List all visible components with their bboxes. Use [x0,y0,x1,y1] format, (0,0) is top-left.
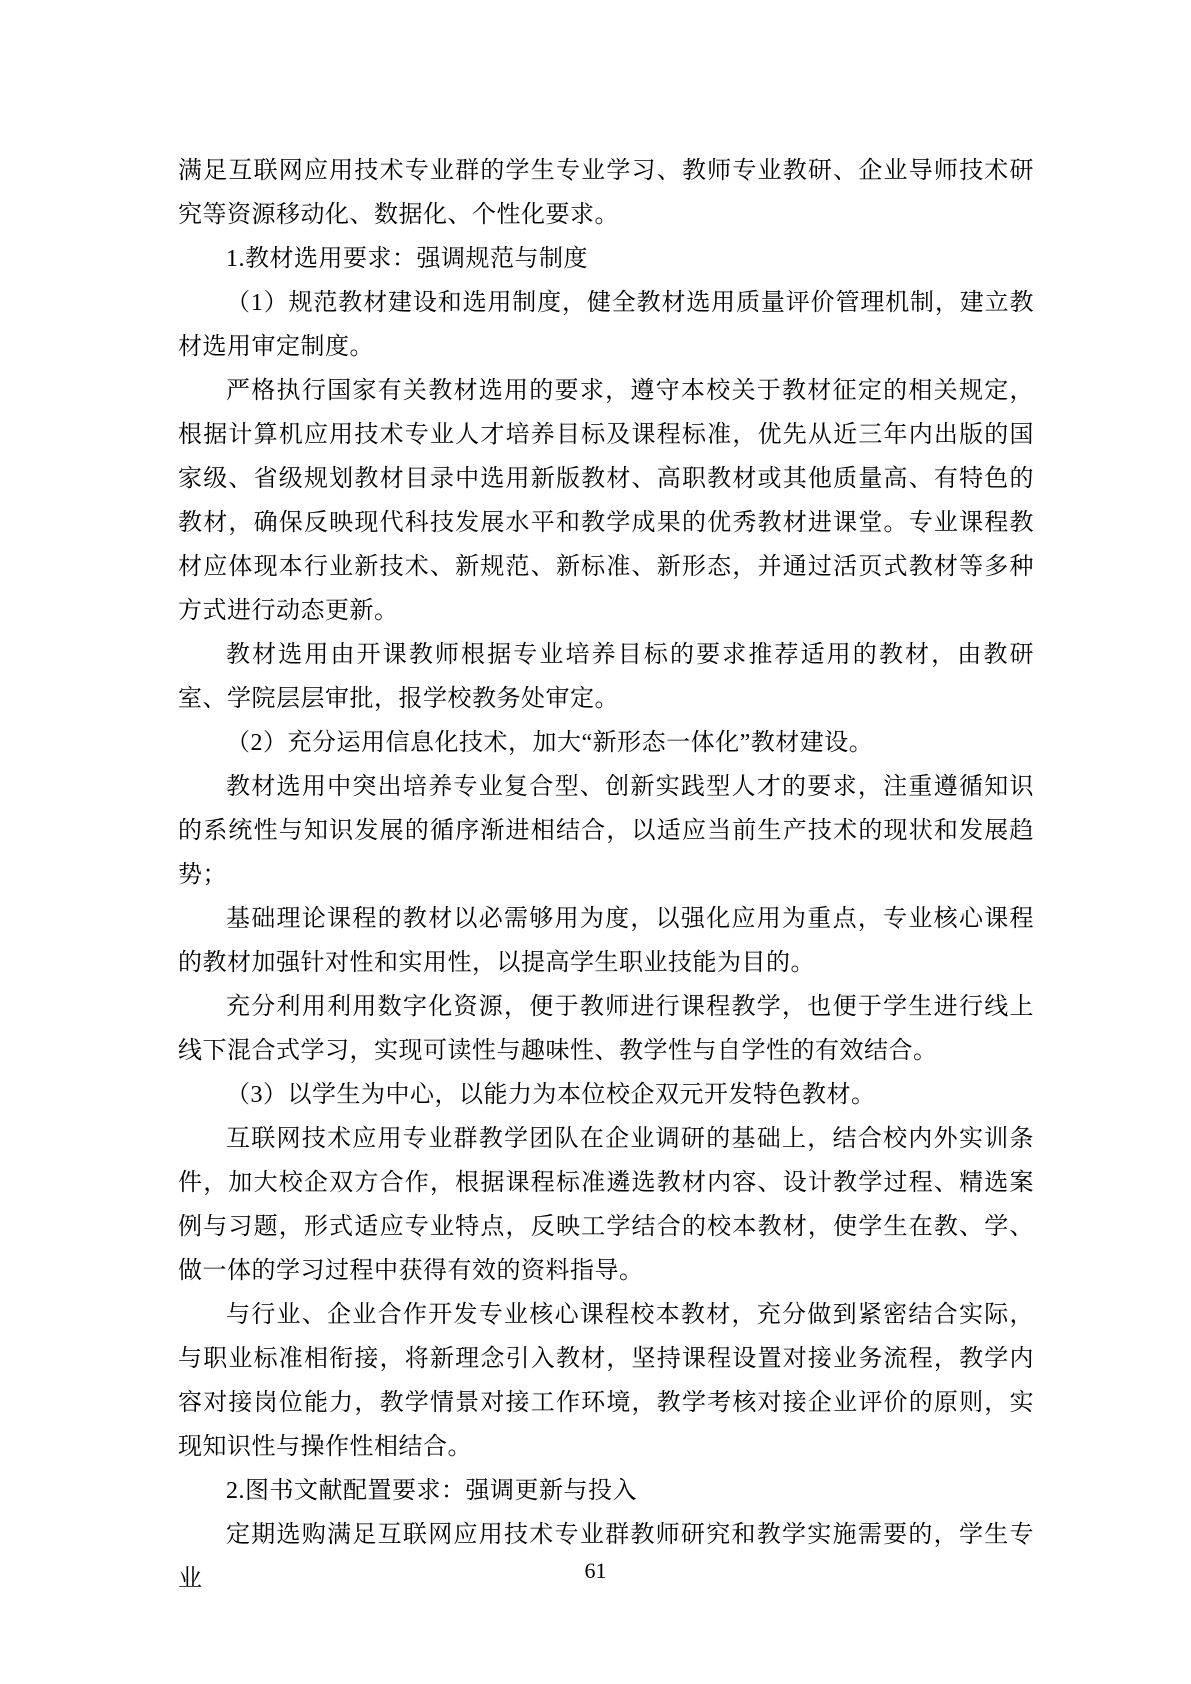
body-paragraph: 互联网技术应用专业群教学团队在企业调研的基础上，结合校内外实训条件，加大校企双方合作，根据课程标准遴选教材内容、设计教学过程、精选案例与习题，形式适应专业特点，反映工学结合的校本教材，使学生在教、学、做一体的学习过程中获得有效的资料指导。 [178,1126,1034,1284]
section-heading-1: 1.教材选用要求：强调规范与制度 [226,246,588,272]
subsection-paragraph-3: （3）以学生为中心，以能力为本位校企双元开发特色教材。 [226,1082,876,1108]
body-paragraph: 教材选用中突出培养专业复合型、创新实践型人才的要求，注重遵循知识的系统性与知识发展的循序渐进相结合，以适应当前生产技术的现状和发展趋势； [178,774,1034,888]
subsection-paragraph-1: （1）规范教材建设和选用制度，健全教材选用质量评价管理机制，建立教材选用审定制度。 [178,290,1034,360]
body-paragraph: 与行业、企业合作开发专业核心课程校本教材，充分做到紧密结合实际，与职业标准相衔接，将新理念引入教材，坚持课程设置对接业务流程，教学内容对接岗位能力，教学情景对接工作环境，教学考核对接企业评价的原则，实现知识性与操作性相结合。 [178,1302,1034,1460]
body-paragraph-continuation: 满足互联网应用技术专业群的学生专业学习、教师专业教研、企业导师技术研究等资源移动化、数据化、个性化要求。 [178,158,1034,228]
subsection-paragraph-2: （2）充分运用信息化技术，加大“新形态一体化”教材建设。 [226,730,874,756]
body-paragraph: 定期选购满足互联网应用技术专业群教师研究和教学实施需要的，学生专业 [178,1522,1034,1592]
section-heading-2: 2.图书文献配置要求：强调更新与投入 [226,1478,637,1504]
body-paragraph: 充分利用利用数字化资源，便于教师进行课程教学，也便于学生进行线上线下混合式学习，实现可读性与趣味性、教学性与自学性的有效结合。 [178,994,1034,1064]
page-body-text [178,149,1034,1601]
page-footer [0,1556,1191,1586]
body-paragraph: 基础理论课程的教材以必需够用为度，以强化应用为重点，专业核心课程的教材加强针对性和实用性，以提高学生职业技能为目的。 [178,906,1034,976]
body-paragraph: 严格执行国家有关教材选用的要求，遵守本校关于教材征定的相关规定，根据计算机应用技术专业人才培养目标及课程标准，优先从近三年内出版的国家级、省级规划教材目录中选用新版教材、高职教材或其他质量高、有特色的教材，确保反映现代科技发展水平和教学成果的优秀教材进课堂。专业课程教材应体现本行业新技术、新规范、新标准、新形态，并通过活页式教材等多种方式进行动态更新。 [178,378,1034,624]
page-number: 61 [584,1558,607,1583]
body-paragraph: 教材选用由开课教师根据专业培养目标的要求推荐适用的教材，由教研室、学院层层审批，报学校教务处审定。 [178,642,1034,712]
